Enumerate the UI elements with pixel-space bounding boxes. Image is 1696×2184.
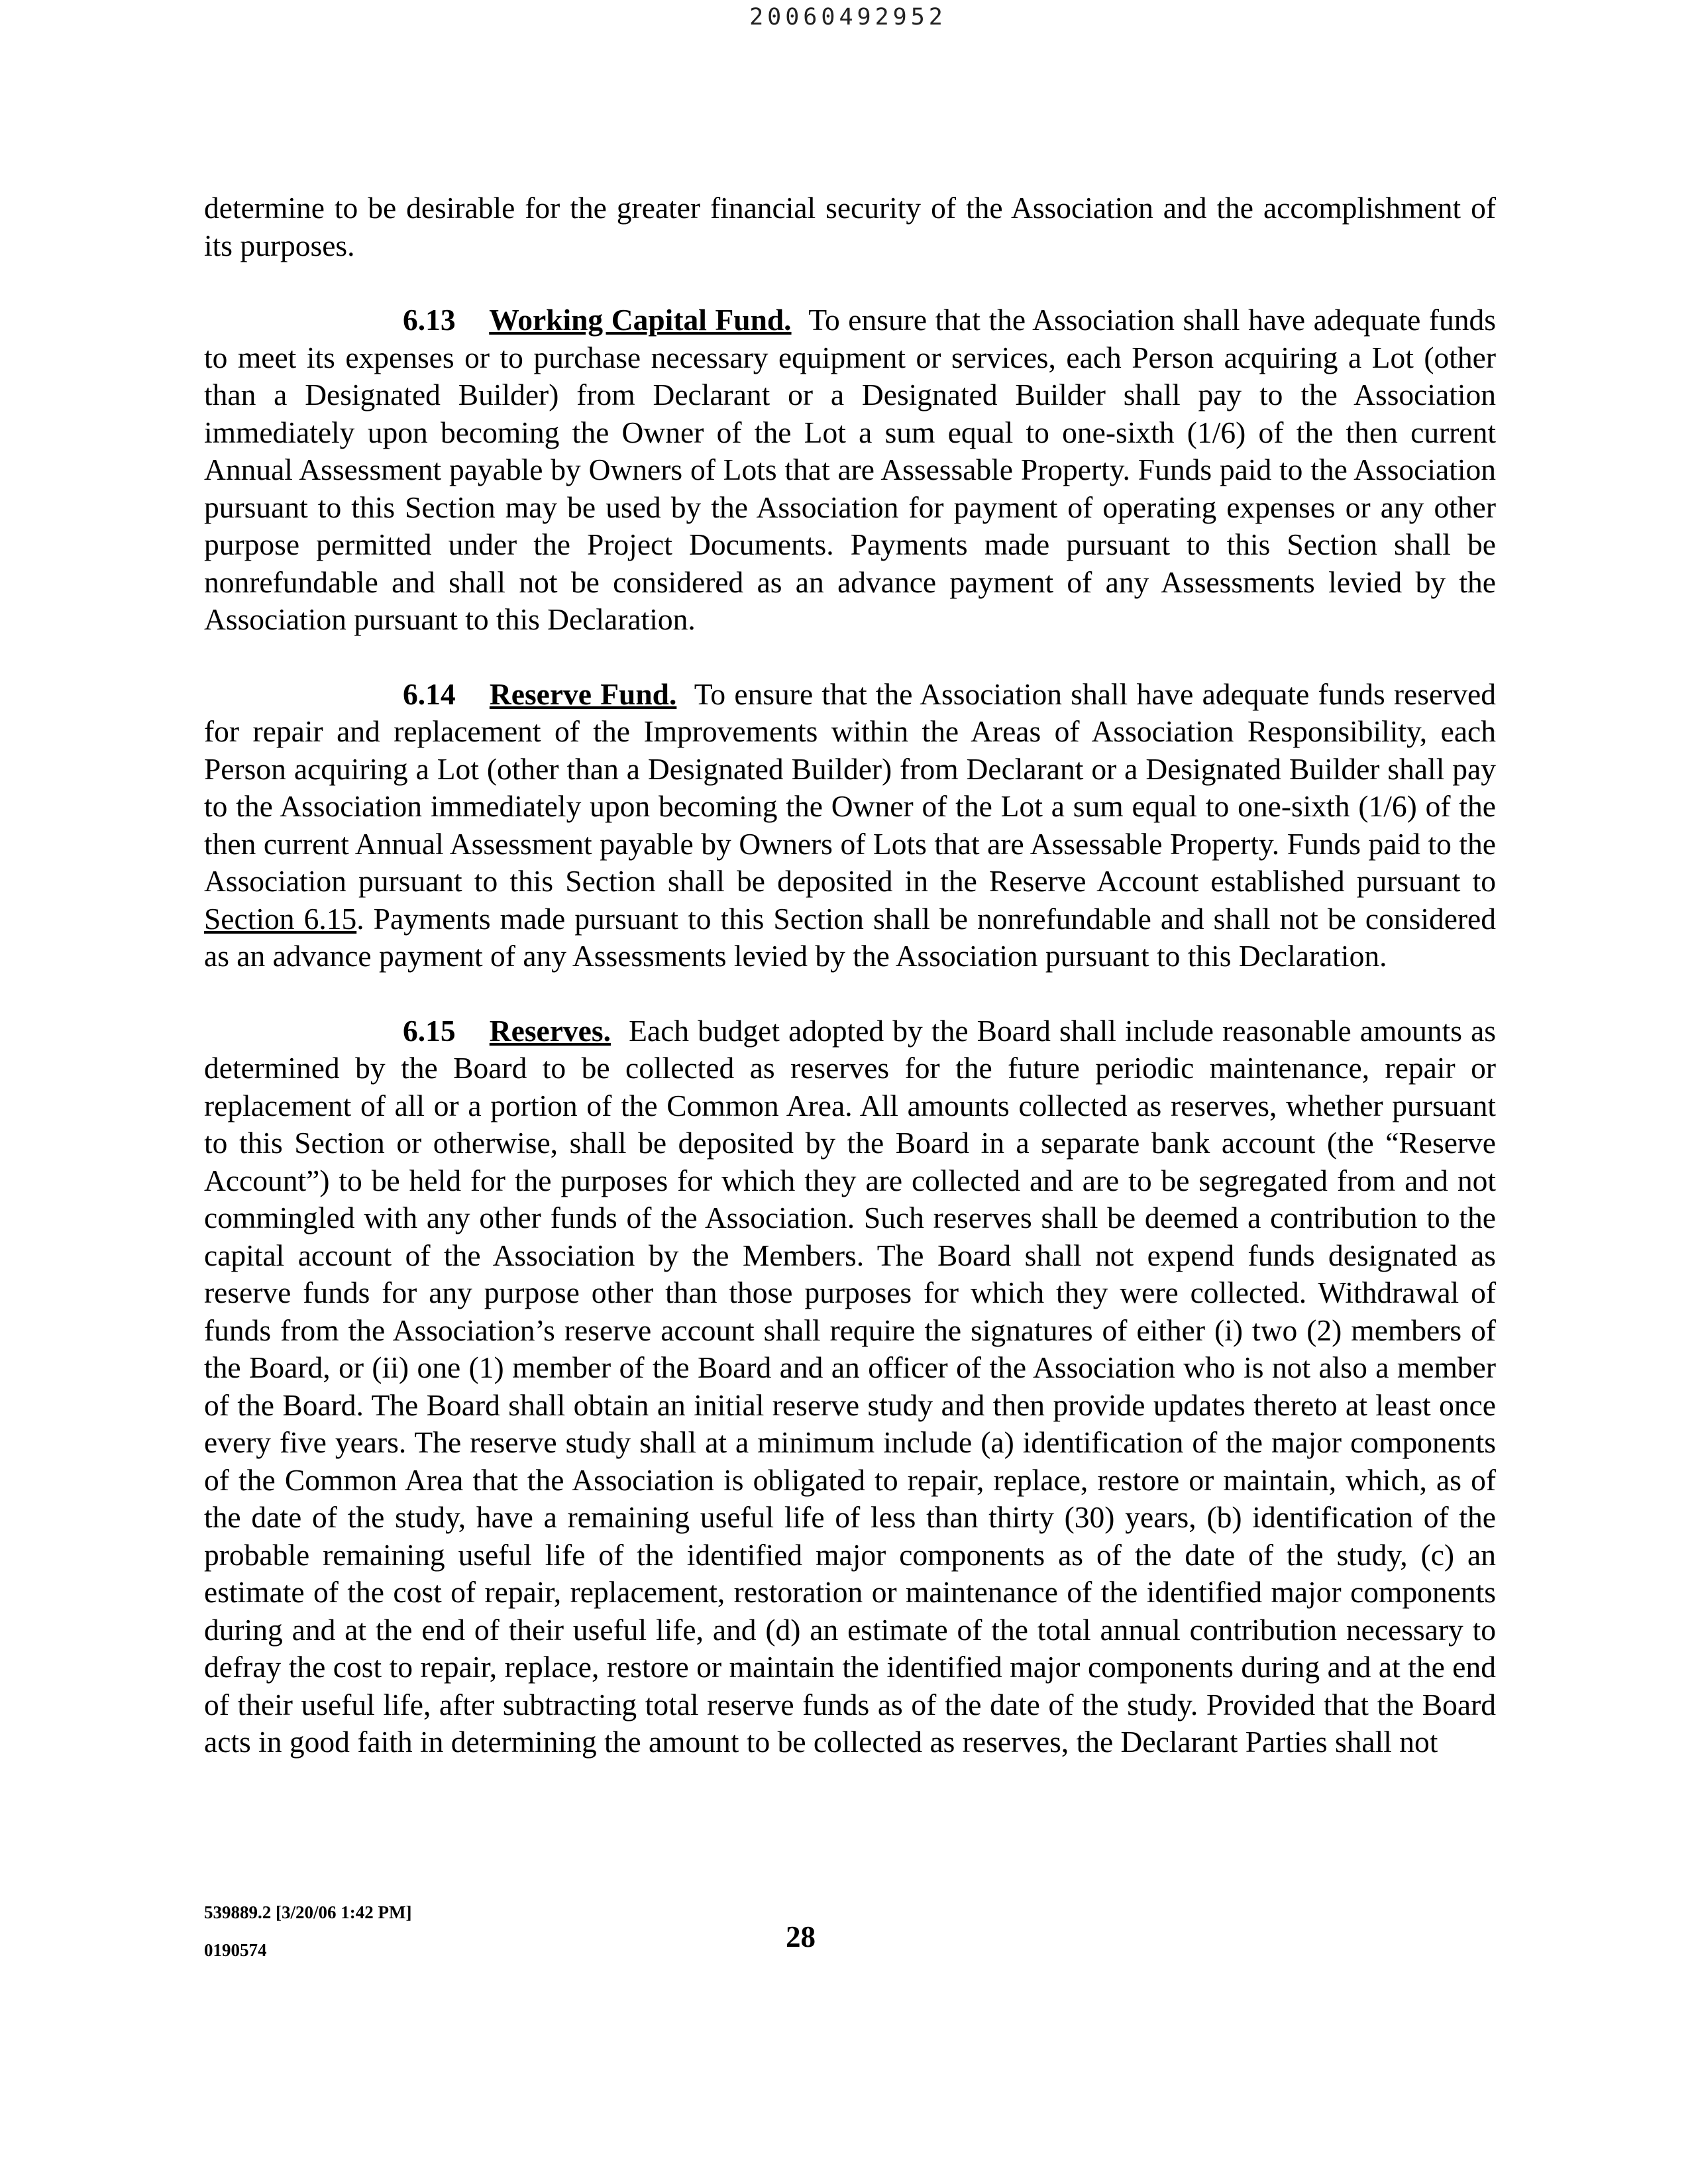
section-6-14 [204, 676, 1496, 975]
section-title: Working Capital Fund. [489, 303, 792, 337]
section-text: To ensure that the Association shall have adequate funds to meet its expenses or to purchase necessary equipment or services, each Person acquiring a Lot (other than a Designated Builder) from Declarant or a Designated Builder shall pay to the Association immediately upon becoming the Owner of the Lot a sum equal to one-sixth (1/6) of the then current Annual Assessment payable by Owners of Lots that are Assessable Property. Funds paid to the Association pursuant to this Section may be used by the Association for payment of operating expenses or any other purpose permitted under the Project Documents. Payments made pursuant to this Section shall be nonrefundable and shall not be considered as an advance payment of any Assessments levied by the Association pursuant to this Declaration. [204, 303, 1496, 636]
footer-file-number: 0190574 [204, 1940, 267, 1960]
section-6-15 [204, 1012, 1496, 1761]
section-number: 6.15 [403, 1013, 456, 1048]
section-number: 6.13 [403, 303, 456, 337]
section-title: Reserves. [489, 1013, 611, 1048]
intro-paragraph: determine to be desirable for the greater financial security of the Association and the accomplishment of its purposes. [204, 191, 1496, 262]
section-title: Reserve Fund. [489, 677, 677, 711]
page-number: 28 [786, 1920, 816, 1953]
section-text-continued: . Payments made pursuant to this Section shall be nonrefundable and shall not be considered as an advance payment of any Assessments levied by the Association pursuant to this Declaration. [204, 901, 1497, 973]
section-text: To ensure that the Association shall have adequate funds reserved for repair and replacement of the Improvements within the Areas of Association Responsibility, each Person acquiring a Lot (other than a Designated Builder) from Declarant or a Designated Builder shall pay to the Association immediately upon becoming the Owner of the Lot a sum equal to one-sixth (1/6) of the then current Annual Assessment payable by Owners of Lots that are Assessable Property. Funds paid to the Association pursuant to this Section shall be deposited in the Reserve Account established pursuant to [204, 677, 1496, 898]
section-text: Each budget adopted by the Board shall include reasonable amounts as determined by the Board to be collected as reserves for the future periodic maintenance, repair or replacement of all or a portion of the Common Area. All amounts collected as reserves, whether pursuant to this Section or otherwise, shall be deposited by the Board in a separate bank account (the “Reserve Account”) to be held for the purposes for which they are collected and are to be segregated from and not commingled with any other funds of the Association. Such reserves shall be deemed a contribution to the capital account of the Association by the Members. The Board shall not expend funds designated as reserve funds for any purpose other than those purposes for which they were collected. Withdrawal of funds from the Association’s reserve account shall require the signatures of either (i) two (2) members of the Board, or (ii) one (1) member of the Board and an officer of the Association who is not also a member of the Board. The Board shall obtain an initial reserve study and then provide updates thereto at least once every five years. The reserve study shall at a minimum include (a) identification of the major components of the Common Area that the Association is obligated to repair, replace, restore or maintain, which, as of the date of the study, have a remaining useful life of less than thirty (30) years, (b) identification of the probable remaining useful life of the identified major components as of the date of the study, (c) an estimate of the cost of repair, replacement, restoration or maintenance of the identified major components during and at the end of their useful life, and (d) an estimate of the total annual contribution necessary to defray the cost to repair, replace, restore or maintain the identified major components during and at the end of their useful life, after subtracting total reserve funds as of the date of the study. Provided that the Board acts in good faith in determining the amount to be collected as reserves, the Declarant Parties shall not [204, 1013, 1497, 1759]
section-6-13 [204, 301, 1496, 639]
page-body [204, 190, 1496, 1761]
section-reference-link: Section 6.15 [204, 901, 357, 936]
document-number: 20060492952 [749, 4, 947, 30]
section-number: 6.14 [403, 677, 456, 711]
footer-document-id: 539889.2 [3/20/06 1:42 PM] [204, 1902, 412, 1922]
